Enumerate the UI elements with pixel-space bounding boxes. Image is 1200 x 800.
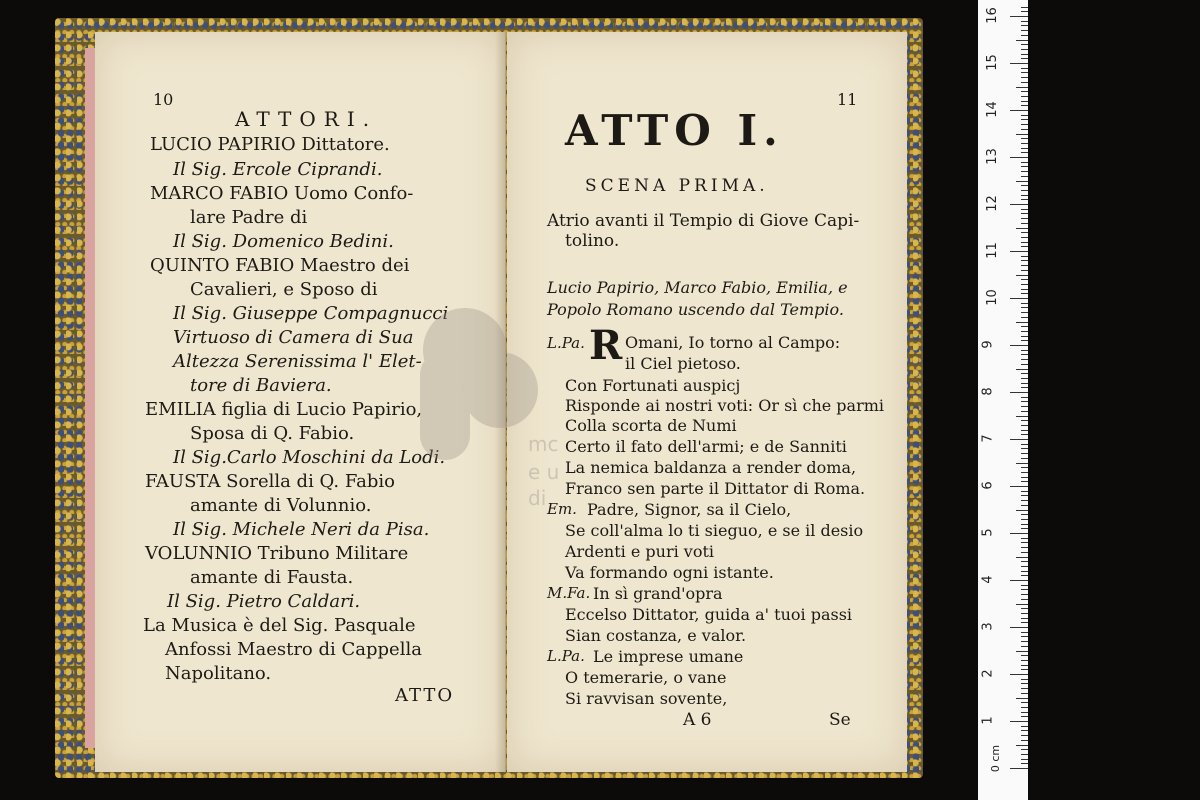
ruler-tick: [1021, 726, 1028, 727]
speaker-label: L.Pa.: [547, 647, 585, 665]
page-number: 11: [837, 90, 858, 109]
ruler-tick: [1016, 275, 1028, 276]
ruler-number: 13: [984, 148, 1000, 165]
ruler-tick: [1021, 599, 1028, 600]
ruler-tick: [1021, 524, 1028, 525]
setting-line: tolino.: [565, 231, 620, 251]
ruler-tick: [1021, 665, 1028, 666]
ruler-tick: [1021, 317, 1028, 318]
cast-line: EMILIA figlia di Lucio Papirio,: [145, 399, 423, 420]
ruler-number: 7: [980, 434, 996, 443]
ruler-tick: [1021, 514, 1028, 515]
ruler-tick: [1021, 373, 1028, 374]
ruler-tick: [1021, 138, 1028, 139]
cast-line: Cavalieri, e Sposo di: [190, 279, 378, 300]
ruler-tick: [1021, 105, 1028, 106]
ruler-tick: [1010, 157, 1028, 158]
ruler-tick: [1021, 7, 1028, 8]
ruler-tick: [1016, 698, 1028, 699]
ruler-tick: [1021, 712, 1028, 713]
ruler-tick: [1010, 627, 1028, 628]
ruler-tick: [1021, 303, 1028, 304]
ruler-tick: [1021, 129, 1028, 130]
catchword: ATTO: [395, 685, 455, 706]
ruler-tick: [1021, 72, 1028, 73]
ruler-tick: [1021, 613, 1028, 614]
drop-cap: R: [589, 322, 623, 369]
cast-line: La Musica è del Sig. Pasquale: [143, 615, 416, 636]
ruler-tick: [1016, 87, 1028, 88]
ruler-tick: [1021, 467, 1028, 468]
ruler-tick: [1016, 463, 1028, 464]
ruler-tick: [1021, 115, 1028, 116]
ruler-tick: [1021, 453, 1028, 454]
ruler-tick: [1021, 359, 1028, 360]
ruler-number: 11: [984, 242, 1000, 259]
ruler-tick: [1021, 82, 1028, 83]
ruler-tick: [1021, 434, 1028, 435]
cast-line: Anfossi Maestro di Cappella: [165, 639, 422, 660]
cast-line: tore di Baviera.: [190, 375, 332, 396]
cast-heading: ATTORI.: [235, 107, 378, 131]
ruler-tick: [1021, 260, 1028, 261]
ruler-tick: [1010, 392, 1028, 393]
ruler-tick: [1016, 134, 1028, 135]
cast-line: MARCO FABIO Uomo Confo-: [150, 183, 414, 204]
ruler-tick: [1021, 646, 1028, 647]
library-watermark-logo: [380, 290, 550, 470]
verse-line: Omani, Io torno al Campo:: [625, 333, 841, 352]
ruler-tick: [1021, 448, 1028, 449]
ruler-tick: [1021, 162, 1028, 163]
ruler-tick: [1010, 580, 1028, 581]
ruler-tick: [1021, 683, 1028, 684]
cast-line: amante di Fausta.: [190, 567, 354, 588]
ruler-tick: [1021, 660, 1028, 661]
ruler-tick: [1021, 364, 1028, 365]
act-title: ATTO I.: [565, 106, 784, 155]
ruler-tick: [1021, 326, 1028, 327]
ruler-tick: [1021, 354, 1028, 355]
cast-line: Il Sig. Pietro Caldari.: [167, 591, 361, 612]
ruler-tick: [1021, 232, 1028, 233]
ruler-tick: [1021, 148, 1028, 149]
ruler-tick: [1021, 101, 1028, 102]
verse-line: Padre, Signor, sa il Cielo,: [587, 500, 792, 519]
cast-line: Il Sig.Carlo Moschini da Lodi.: [173, 447, 446, 468]
ruler-tick: [1021, 49, 1028, 50]
ruler-tick: [1021, 641, 1028, 642]
ruler-tick: [1021, 481, 1028, 482]
ruler-tick: [1021, 491, 1028, 492]
ruler-tick: [1021, 242, 1028, 243]
ruler-tick: [1016, 651, 1028, 652]
ruler-tick: [1021, 336, 1028, 337]
ruler-tick: [1021, 430, 1028, 431]
ruler-number: 1: [980, 716, 996, 725]
cast-line: Il Sig. Michele Neri da Pisa.: [173, 519, 430, 540]
ruler-tick: [1021, 307, 1028, 308]
ruler-tick: [1021, 669, 1028, 670]
ruler-tick: [1021, 458, 1028, 459]
ruler-tick: [1021, 30, 1028, 31]
ruler-tick: [1021, 11, 1028, 12]
ruler-tick: [1021, 44, 1028, 45]
ruler-tick: [1016, 181, 1028, 182]
ruler-tick: [1010, 768, 1028, 769]
ruler-tick: [1021, 25, 1028, 26]
ruler-tick: [1016, 369, 1028, 370]
ruler-number: 6: [980, 481, 996, 490]
ruler-tick: [1021, 622, 1028, 623]
ruler-tick: [1021, 35, 1028, 36]
ruler-tick: [1016, 416, 1028, 417]
ruler-tick: [1010, 674, 1028, 675]
ruler-tick: [1021, 176, 1028, 177]
verse-line: il Ciel pietoso.: [625, 354, 741, 373]
characters-line: Popolo Romano uscendo dal Tempio.: [547, 300, 844, 319]
verse-line: Sian costanza, e valor.: [565, 626, 747, 645]
ruler-tick: [1021, 477, 1028, 478]
ruler-tick: [1021, 378, 1028, 379]
ruler-number: 12: [984, 195, 1000, 212]
ruler-tick: [1021, 679, 1028, 680]
ruler-number: 4: [980, 575, 996, 584]
ruler-tick: [1021, 54, 1028, 55]
ruler-tick: [1021, 693, 1028, 694]
ruler-tick: [1021, 575, 1028, 576]
ruler-tick: [1021, 519, 1028, 520]
ruler-tick: [1021, 406, 1028, 407]
cast-line: Il Sig. Ercole Ciprandi.: [173, 159, 383, 180]
watermark-text: mc: [528, 432, 559, 456]
ruler-tick: [1021, 589, 1028, 590]
ruler-tick: [1021, 270, 1028, 271]
ruler-number: 9: [980, 340, 996, 349]
ruler-tick: [1021, 223, 1028, 224]
ruler-tick: [1016, 510, 1028, 511]
ruler-tick: [1021, 119, 1028, 120]
ruler-tick: [1021, 763, 1028, 764]
ruler-tick: [1016, 40, 1028, 41]
verse-line: Colla scorta de Numi: [565, 416, 737, 435]
ruler-tick: [1010, 63, 1028, 64]
ruler-tick: [1021, 585, 1028, 586]
ruler-tick: [1010, 204, 1028, 205]
ruler-tick: [1010, 298, 1028, 299]
ruler-tick: [1021, 505, 1028, 506]
ruler-tick: [1021, 293, 1028, 294]
ruler-tick: [1021, 500, 1028, 501]
cast-line: LUCIO PAPIRIO Dittatore.: [150, 134, 390, 155]
ruler-tick: [1021, 237, 1028, 238]
ruler-tick: [1021, 289, 1028, 290]
ruler-tick: [1021, 397, 1028, 398]
ruler-tick: [1021, 688, 1028, 689]
ruler-tick: [1021, 542, 1028, 543]
ruler-tick: [1021, 209, 1028, 210]
ruler-tick: [1021, 754, 1028, 755]
speaker-label: L.Pa.: [547, 334, 585, 352]
ruler-tick: [1021, 552, 1028, 553]
speaker-label: M.Fa.: [547, 584, 591, 602]
verse-line: Ardenti e puri voti: [565, 542, 715, 561]
ruler-tick: [1021, 213, 1028, 214]
ruler-tick: [1021, 495, 1028, 496]
ruler-tick: [1021, 571, 1028, 572]
ruler-tick: [1021, 707, 1028, 708]
verse-line: Va formando ogni istante.: [565, 563, 774, 582]
ruler-tick: [1021, 425, 1028, 426]
ruler-tick: [1021, 618, 1028, 619]
cast-line: lare Padre di: [190, 207, 308, 228]
cast-line: QUINTO FABIO Maestro dei: [150, 255, 410, 276]
ruler-tick: [1016, 745, 1028, 746]
cast-line: Il Sig. Giuseppe Compagnucci: [173, 303, 449, 324]
ruler-tick: [1021, 383, 1028, 384]
ruler-tick: [1021, 735, 1028, 736]
verse-line: Si ravvisan sovente,: [565, 689, 728, 708]
ruler-tick: [1010, 486, 1028, 487]
ruler-tick: [1021, 143, 1028, 144]
scene-title: SCENA PRIMA.: [585, 176, 769, 196]
ruler-tick: [1021, 547, 1028, 548]
signature-mark: A 6: [683, 710, 712, 730]
verse-line: Se coll'alma lo ti sieguo, e se il desio: [565, 521, 864, 540]
ruler-tick: [1021, 632, 1028, 633]
ruler-tick: [1021, 195, 1028, 196]
ruler-tick: [1021, 190, 1028, 191]
ruler-tick: [1021, 561, 1028, 562]
watermark-text: di: [528, 486, 547, 510]
ruler-tick: [1016, 604, 1028, 605]
verse-line: O temerarie, o vane: [565, 668, 727, 687]
verse-line: Eccelso Dittator, guida a' tuoi passi: [565, 605, 853, 624]
ruler-tick: [1021, 420, 1028, 421]
ruler-tick: [1021, 185, 1028, 186]
cast-line: Napolitano.: [165, 663, 272, 684]
ruler-tick: [1021, 749, 1028, 750]
ruler-tick: [1021, 152, 1028, 153]
ruler-tick: [1021, 21, 1028, 22]
ruler-tick: [1010, 16, 1028, 17]
ruler-tick: [1021, 77, 1028, 78]
ruler-tick: [1010, 345, 1028, 346]
ruler-tick: [1021, 472, 1028, 473]
ruler-tick: [1021, 68, 1028, 69]
ruler-tick: [1021, 279, 1028, 280]
ruler-tick: [1021, 312, 1028, 313]
verse-line: Risponde ai nostri voti: Or sì che parmi: [565, 396, 885, 415]
cast-line: amante di Volunnio.: [190, 495, 372, 516]
ruler-tick: [1021, 284, 1028, 285]
verse-line: La nemica baldanza a render doma,: [565, 458, 857, 477]
ruler-tick: [1021, 730, 1028, 731]
ruler-tick: [1021, 411, 1028, 412]
ruler-tick: [1010, 251, 1028, 252]
ruler-tick: [1021, 340, 1028, 341]
ruler-tick: [1021, 265, 1028, 266]
ruler-tick: [1021, 655, 1028, 656]
cast-line: FAUSTA Sorella di Q. Fabio: [145, 471, 395, 492]
ruler-tick: [1021, 444, 1028, 445]
ruler-tick: [1021, 256, 1028, 257]
ruler-tick: [1021, 702, 1028, 703]
verse-line: Le imprese umane: [593, 647, 744, 666]
ruler-tick: [1021, 387, 1028, 388]
verse-line: In sì grand'opra: [593, 584, 723, 603]
ruler-number: 10: [984, 289, 1000, 306]
characters-line: Lucio Papirio, Marco Fabio, Emilia, e: [547, 278, 848, 297]
setting-line: Atrio avanti il Tempio di Giove Capi-: [547, 211, 860, 231]
cast-line: Virtuoso di Camera di Sua: [173, 327, 414, 348]
verse-line: Franco sen parte il Dittator di Roma.: [565, 479, 866, 498]
ruler-tick: [1021, 199, 1028, 200]
ruler-number: 8: [980, 387, 996, 396]
cast-line: Altezza Serenissima l' Elet-: [173, 351, 422, 372]
ruler-tick: [1016, 228, 1028, 229]
ruler-number: 3: [980, 622, 996, 631]
catchword: Se: [829, 710, 851, 730]
ruler-tick: [1021, 331, 1028, 332]
ruler-tick: [1010, 439, 1028, 440]
cast-line: Sposa di Q. Fabio.: [190, 423, 355, 444]
ruler-tick: [1016, 557, 1028, 558]
ruler-tick: [1021, 528, 1028, 529]
ruler-tick: [1021, 401, 1028, 402]
ruler-tick: [1021, 350, 1028, 351]
ruler-tick: [1021, 636, 1028, 637]
ruler-number: 14: [984, 101, 1000, 118]
ruler-tick: [1021, 594, 1028, 595]
cast-line: Il Sig. Domenico Bedini.: [173, 231, 394, 252]
ruler-number: 15: [984, 54, 1000, 71]
ruler-tick: [1021, 759, 1028, 760]
ruler-number: 16: [984, 7, 1000, 24]
ruler-tick: [1016, 322, 1028, 323]
ruler-tick: [1021, 538, 1028, 539]
page-number: 10: [153, 90, 174, 109]
verse-line: Certo il fato dell'armi; e de Sanniti: [565, 437, 847, 456]
ruler-number: 5: [980, 528, 996, 537]
measurement-ruler: [978, 0, 1028, 800]
cast-line: VOLUNNIO Tribuno Militare: [145, 543, 409, 564]
ruler-tick: [1021, 171, 1028, 172]
ruler-tick: [1010, 721, 1028, 722]
ruler-tick: [1021, 566, 1028, 567]
ruler-number: 2: [980, 669, 996, 678]
ruler-tick: [1021, 608, 1028, 609]
ruler-unit-label: 0 cm: [989, 744, 1003, 773]
speaker-label: Em.: [547, 500, 577, 518]
ruler-tick: [1021, 218, 1028, 219]
ruler-tick: [1021, 740, 1028, 741]
ruler-tick: [1021, 246, 1028, 247]
ruler-tick: [1021, 91, 1028, 92]
ruler-tick: [1021, 716, 1028, 717]
ruler-tick: [1021, 124, 1028, 125]
ruler-tick: [1021, 96, 1028, 97]
ruler-tick: [1021, 58, 1028, 59]
ruler-tick: [1010, 110, 1028, 111]
watermark-text: e u: [528, 460, 560, 484]
ruler-tick: [1010, 533, 1028, 534]
ruler-tick: [1021, 166, 1028, 167]
right-page: [507, 32, 907, 772]
verse-line: Con Fortunati auspicj: [565, 376, 741, 395]
